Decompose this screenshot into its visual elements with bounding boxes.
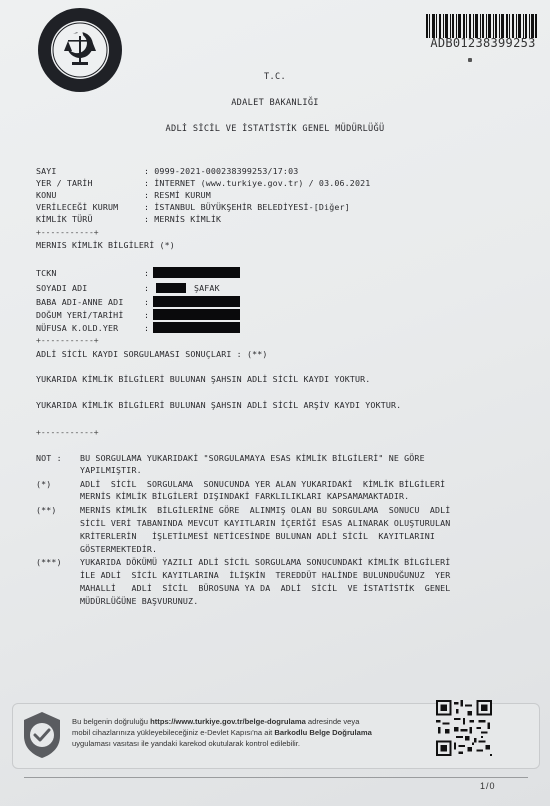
- info-value-konu: : RESMİ KURUM: [144, 190, 211, 200]
- verified-badge-icon: [20, 710, 64, 760]
- identity-label-tckn: TCKN: [36, 268, 57, 278]
- results-title: ADLİ SİCİL KAYDI SORGULAMASI SONUÇLARI : (**): [36, 349, 268, 359]
- note-label: NOT :: [36, 453, 62, 463]
- barcode-number: ADB01238399253: [430, 36, 536, 50]
- identity-colon: :: [144, 323, 150, 333]
- info-label-kurum: VERİLECEĞİ KURUM: [36, 202, 119, 212]
- separator-2: +-----------+: [36, 336, 99, 345]
- note-line: YUKARIDA DÖKÜMÜ YAZILI ADLİ SİCİL SORGULAMA SONUCUNDAKİ KİMLİK BİLGİLERİ: [80, 557, 451, 567]
- footer-app-name: Barkodlu Belge Doğrulama: [274, 728, 372, 737]
- result-archive: YUKARIDA KİMLİK BİLGİLERİ BULUNAN ŞAHSIN ADLİ SİCİL ARŞİV KAYDI YOKTUR.: [36, 400, 402, 410]
- verification-link[interactable]: https://www.turkiye.gov.tr/belge-dogrulama: [150, 717, 306, 726]
- note-line: GÖSTERMEKTEDİR.: [80, 544, 158, 554]
- redaction-birth: [153, 309, 240, 320]
- note-line: ADLİ SİCİL SORGULAMA SONUCUNDA YER ALAN YUKARIDAKİ KİMLİK BİLGİLERİ: [80, 479, 446, 489]
- note-line: MAHALLİ ADLİ SİCİL BÜROSUNA YA DA ADLİ SİCİL VE İSTATİSTİK GENEL: [80, 583, 451, 593]
- mernis-title: MERNIS KİMLİK BİLGİLERİ (*): [36, 240, 175, 250]
- qr-code-icon: [436, 700, 492, 756]
- info-value-kurum: : İSTANBUL BÜYÜKŞEHİR BELEDİYESİ-[Diğer]: [144, 202, 350, 212]
- note-mark: (**): [36, 505, 57, 515]
- info-value-sayi: : 0999-2021-000238399253/17:03: [144, 166, 299, 176]
- footer-text-part: Bu belgenin doğruluğu: [72, 717, 151, 726]
- redaction-name: [156, 283, 186, 293]
- redaction-parents: [153, 296, 240, 307]
- identity-colon: :: [144, 268, 150, 278]
- identity-label-parents: BABA ADI-ANNE ADI: [36, 297, 124, 307]
- note-line: MERNİS KİMLİK BİLGİLERİNE GÖRE ALINMIŞ OLAN BU SORGULAMA SONUCU ADLİ: [80, 505, 451, 515]
- note-line: YAPILMIŞTIR.: [80, 465, 142, 475]
- page-number: 1/0: [480, 781, 496, 791]
- note-line: KRİTERLERİN İŞLETİLMESİ NETİCESİNDE BULUNAN ADLİ SİCİL KAYITLARINI: [80, 531, 436, 541]
- note-line: MÜDÜRLÜĞÜNE BAŞVURUNUZ.: [80, 596, 199, 606]
- identity-colon: :: [144, 310, 150, 320]
- note-line: SİCİL VERİ TABANINDA MEVCUT KAYITLARIN İÇERİĞİ ESAS ALINARAK OLUŞTURULAN: [80, 518, 451, 528]
- barcode-icon: [426, 14, 538, 38]
- note-line: BU SORGULAMA YUKARIDAKİ "SORGULAMAYA ESAS KİMLİK BİLGİLERİ" NE GÖRE: [80, 453, 425, 463]
- note-line: MERNİS KİMLİK BİLGİLERİ DIŞINDAKİ FARKLILIKLARI KAPSAMAMAKTADIR.: [80, 491, 410, 501]
- footer-text-part: adresinde veya: [305, 717, 360, 726]
- info-value-kimlik-turu: : MERNİS KİMLİK: [144, 214, 222, 224]
- header-tc: T.C.: [264, 72, 286, 82]
- separator-1: +-----------+: [36, 228, 99, 237]
- note-mark: (***): [36, 557, 62, 567]
- header-ministry: ADALET BAKANLIĞI: [231, 98, 319, 108]
- identity-colon: :: [144, 283, 150, 293]
- footer-divider: [24, 777, 528, 778]
- verification-text: [72, 716, 412, 749]
- info-label-konu: KONU: [36, 190, 57, 200]
- redaction-tckn: [153, 267, 240, 278]
- result-record: YUKARIDA KİMLİK BİLGİLERİ BULUNAN ŞAHSIN ADLİ SİCİL KAYDI YOKTUR.: [36, 374, 371, 384]
- footer-text-part: mobil cihazlarınıza yükleyebileceğiniz e-Devlet Kapısı'na ait: [72, 728, 275, 737]
- footer-text-part: uygulaması vasıtası ile yandaki karekod okutularak kontrol edilebilir.: [72, 739, 300, 748]
- identity-colon: :: [144, 297, 150, 307]
- info-label-sayi: SAYI: [36, 166, 57, 176]
- small-marker: [468, 58, 472, 62]
- identity-surname: ŞAFAK: [194, 283, 220, 293]
- identity-label-birth: DOĞUM YERİ/TARİHİ: [36, 310, 124, 320]
- info-label-yer-tarih: YER / TARİH: [36, 178, 93, 188]
- identity-label-registry: NÜFUSA K.OLD.YER: [36, 323, 119, 333]
- header-directorate: ADLİ SİCİL VE İSTATİSTİK GENEL MÜDÜRLÜĞÜ: [165, 124, 385, 134]
- note-mark: (*): [36, 479, 52, 489]
- info-value-yer-tarih: : İNTERNET (www.turkiye.gov.tr) / 03.06.2021: [144, 178, 371, 188]
- redaction-registry: [153, 322, 240, 333]
- identity-label-soyadi: SOYADI ADI: [36, 283, 88, 293]
- separator-3: +-----------+: [36, 428, 99, 437]
- note-line: İLE ADLİ SİCİL KAYITLARINA İLİŞKİN TEREDDÜT HALİNDE BULUNDUĞUNUZ YER: [80, 570, 451, 580]
- info-label-kimlik-turu: KİMLİK TÜRÜ: [36, 214, 93, 224]
